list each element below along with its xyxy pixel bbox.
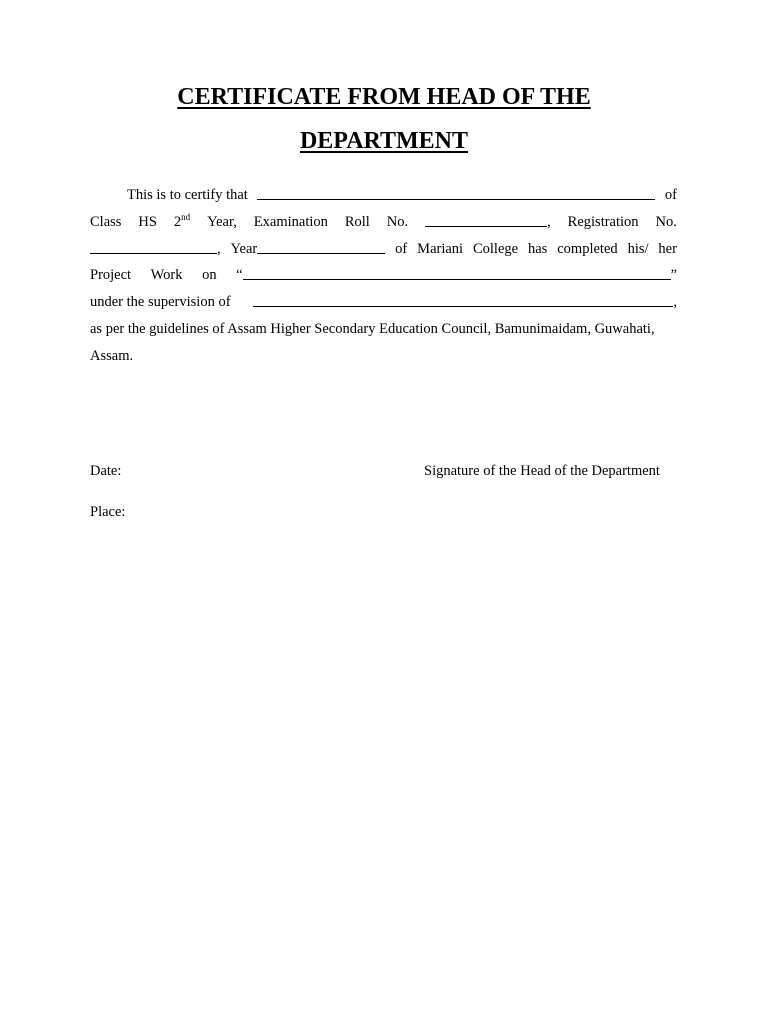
mariani-text: Mariani	[417, 240, 464, 257]
supervisor-field: ,	[253, 289, 677, 316]
assam-text: Assam.	[90, 347, 134, 364]
registration-text: Registration	[567, 213, 639, 230]
guidelines-text: as per the guidelines of Assam Higher Secondary Education Council, Bamunimaidam, Guwahati,	[90, 320, 655, 337]
place-label: Place:	[90, 504, 126, 520]
project-title-blank[interactable]	[243, 265, 671, 280]
certificate-title-line-1: CERTIFICATE FROM HEAD OF THE	[177, 84, 591, 110]
completed-text: completed	[557, 240, 618, 257]
examination-text: Examination	[253, 213, 328, 230]
of-college-text: of	[395, 240, 408, 257]
certificate-body	[90, 182, 677, 370]
college-text: College	[472, 240, 519, 257]
class-text: Class	[90, 213, 122, 230]
year-number: 2nd	[173, 211, 191, 230]
body-line-4	[90, 262, 677, 289]
project-title-field: “ ”	[236, 267, 677, 284]
roll-no-text: No.	[386, 213, 409, 230]
body-line-1	[90, 182, 677, 209]
project-text: Project	[90, 267, 132, 284]
registration-no-text: No.	[655, 213, 677, 230]
supervision-text: under the supervision of	[90, 294, 231, 311]
date-label: Date:	[90, 463, 122, 479]
has-text: has	[528, 240, 548, 257]
supervisor-name-blank[interactable]	[253, 292, 673, 307]
body-line-3	[90, 236, 677, 263]
year-text: Year,	[207, 213, 237, 230]
work-text: Work	[150, 267, 183, 284]
body-line-6	[90, 316, 677, 343]
registration-number-field: ,	[90, 236, 221, 263]
body-line-5	[90, 289, 677, 316]
registration-number-blank[interactable]	[90, 239, 217, 254]
body-line-7	[90, 343, 677, 370]
body-line-2	[90, 209, 677, 236]
her-text: her	[658, 240, 677, 257]
ordinal-suffix: nd	[181, 211, 191, 222]
signature-label: Signature of the Head of the Department	[424, 463, 660, 479]
on-text: on	[202, 267, 217, 284]
roll-text: Roll	[344, 213, 370, 230]
of-text: of	[664, 187, 677, 203]
student-name-blank[interactable]	[257, 185, 655, 200]
roll-number-field: ,	[425, 209, 551, 236]
year-blank[interactable]	[257, 239, 385, 254]
certificate-title-line-2: DEPARTMENT	[299, 128, 469, 154]
year-field: Year	[231, 236, 386, 263]
hs-text: HS	[138, 213, 157, 230]
his-text: his/	[627, 240, 649, 257]
certify-text: This is to certify that	[127, 187, 248, 203]
roll-number-blank[interactable]	[425, 212, 547, 227]
